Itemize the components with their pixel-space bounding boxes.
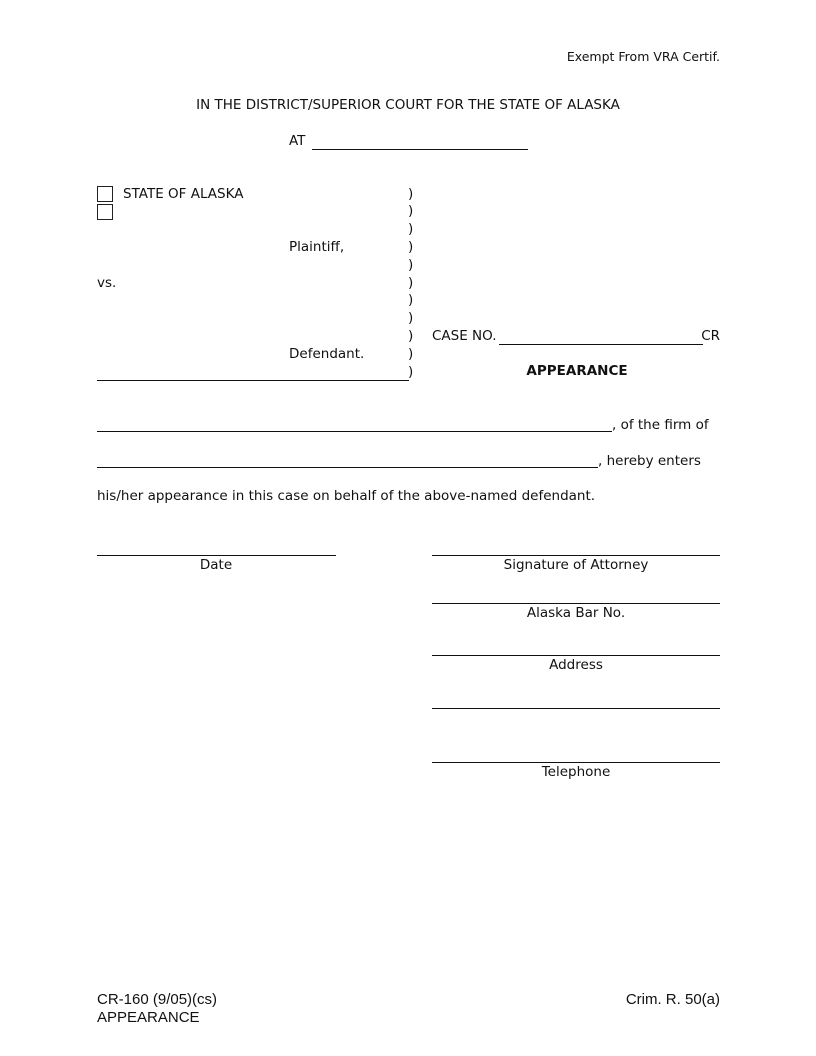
paren: )	[408, 239, 414, 255]
signature-label: Signature of Attorney	[503, 557, 649, 573]
defendant-label: Defendant.	[289, 346, 365, 362]
enters-suffix: , hereby enters	[598, 453, 701, 469]
document-title: APPEARANCE	[526, 363, 628, 379]
bar-no-label: Alaska Bar No.	[526, 605, 626, 621]
paren: )	[408, 292, 414, 308]
state-label: STATE OF ALASKA	[123, 186, 244, 202]
address-label: Address	[549, 657, 603, 673]
case-no-field[interactable]	[499, 344, 703, 345]
form-number: CR-160 (9/05)(cs)	[97, 991, 218, 1008]
paren: )	[408, 257, 414, 273]
case-no-label: CASE NO.	[432, 328, 497, 344]
paren: )	[408, 203, 414, 219]
other-plaintiff-checkbox[interactable]	[97, 204, 113, 220]
vs-label: vs.	[97, 275, 117, 291]
telephone-label: Telephone	[541, 764, 611, 780]
defendant-name-field[interactable]	[97, 380, 409, 381]
address-line-2-field[interactable]	[432, 708, 720, 709]
paren: )	[408, 186, 414, 202]
court-heading: IN THE DISTRICT/SUPERIOR COURT FOR THE STATE OF ALASKA	[196, 97, 620, 113]
location-field[interactable]	[312, 149, 528, 150]
date-field[interactable]	[97, 555, 336, 556]
paren: )	[408, 328, 414, 344]
plaintiff-label: Plaintiff,	[289, 239, 345, 255]
exempt-notice: Exempt From VRA Certif.	[566, 49, 720, 64]
paren: )	[408, 364, 414, 380]
firm-suffix: , of the firm of	[612, 417, 709, 433]
paren: )	[408, 221, 414, 237]
paren: )	[408, 346, 414, 362]
bar-no-field[interactable]	[432, 603, 720, 604]
telephone-field[interactable]	[432, 762, 720, 763]
form-title: APPEARANCE	[97, 1009, 200, 1026]
state-checkbox[interactable]	[97, 186, 113, 202]
case-suffix: CR	[701, 328, 720, 344]
paren: )	[408, 310, 414, 326]
paren: )	[408, 275, 414, 291]
attorney-name-field[interactable]	[97, 431, 612, 432]
date-label: Date	[199, 557, 233, 573]
firm-name-field[interactable]	[97, 467, 598, 468]
at-label: AT	[289, 133, 306, 149]
address-field[interactable]	[432, 655, 720, 656]
appearance-paragraph: his/her appearance in this case on behalf of the above-named defendant.	[97, 488, 596, 504]
signature-field[interactable]	[432, 555, 720, 556]
rule-reference: Crim. R. 50(a)	[625, 991, 720, 1008]
